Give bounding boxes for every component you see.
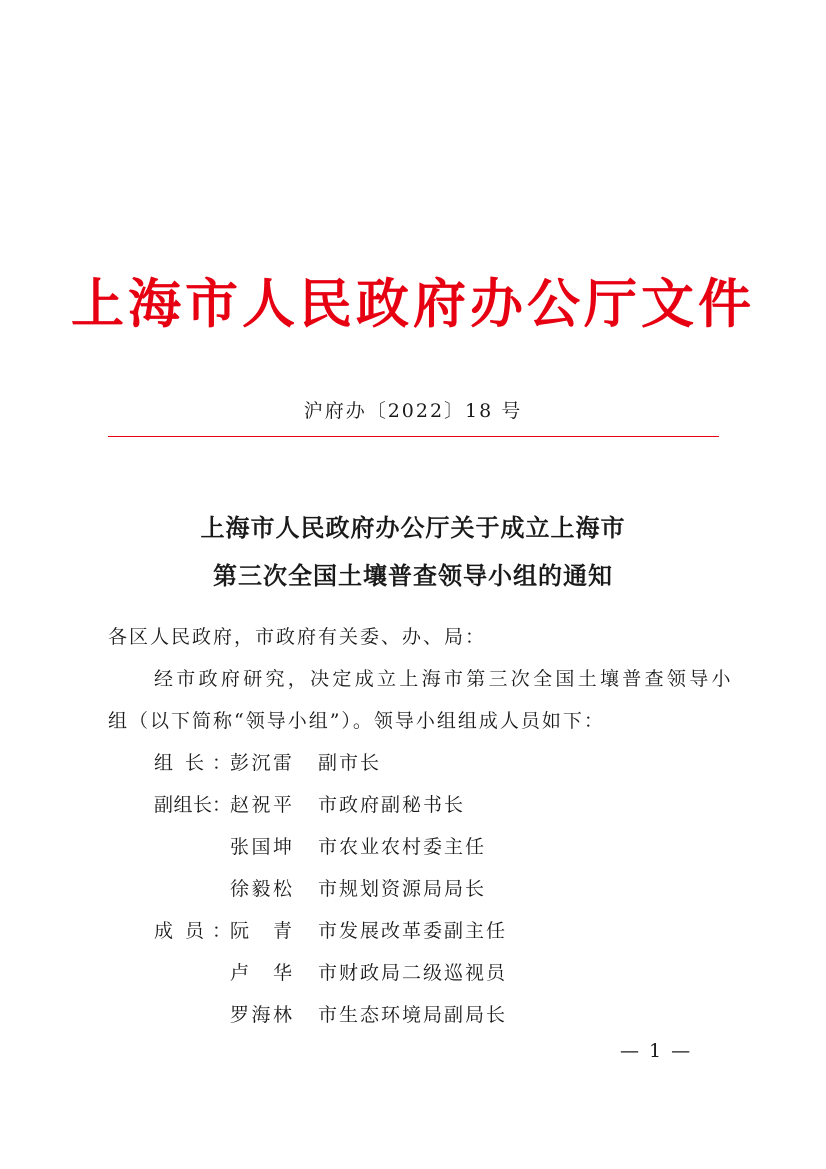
member-title: 市农业农村委主任 xyxy=(318,836,487,858)
member-title: 市政府副秘书长 xyxy=(318,794,466,816)
member-name: 徐毅松 xyxy=(230,878,292,900)
document-title-line-2: 第三次全国土壤普查领导小组的通知 xyxy=(213,561,613,590)
member-role: 成员 xyxy=(154,920,204,942)
member-title: 市规划资源局局长 xyxy=(318,878,487,900)
salutation: 各区人民政府，市政府有关委、办、局： xyxy=(108,626,487,648)
role-colon: ： xyxy=(212,920,232,942)
member-name: 张国坤 xyxy=(230,836,292,858)
role-colon: ： xyxy=(212,752,232,774)
page-number: — 1 — xyxy=(620,1040,693,1062)
document-masthead: 上海市人民政府办公厅文件 xyxy=(71,273,755,335)
member-title: 市财政局二级巡视员 xyxy=(318,962,508,984)
member-role: 组长 xyxy=(154,752,204,774)
member-name: 卢华 xyxy=(230,962,292,984)
member-title: 副市长 xyxy=(318,752,382,774)
member-name: 阮青 xyxy=(230,920,292,942)
role-colon: ： xyxy=(212,794,232,816)
member-name: 赵祝平 xyxy=(230,794,292,816)
member-title: 市发展改革委副主任 xyxy=(318,920,508,942)
member-role: 副组长 xyxy=(154,794,212,816)
member-title: 市生态环境局副局长 xyxy=(318,1004,508,1026)
document-number: 沪府办〔2022〕18 号 xyxy=(303,400,523,422)
paragraph-line-1: 经市政府研究，决定成立上海市第三次全国土壤普查领导小 xyxy=(154,668,734,690)
paragraph-line-2: 组（以下简称“领导小组”）。领导小组组成人员如下： xyxy=(108,710,605,732)
member-name: 罗海林 xyxy=(230,1004,292,1026)
document-title-line-1: 上海市人民政府办公厅关于成立上海市 xyxy=(200,513,626,542)
member-name: 彭沉雷 xyxy=(230,752,292,774)
red-divider-line xyxy=(108,436,719,437)
